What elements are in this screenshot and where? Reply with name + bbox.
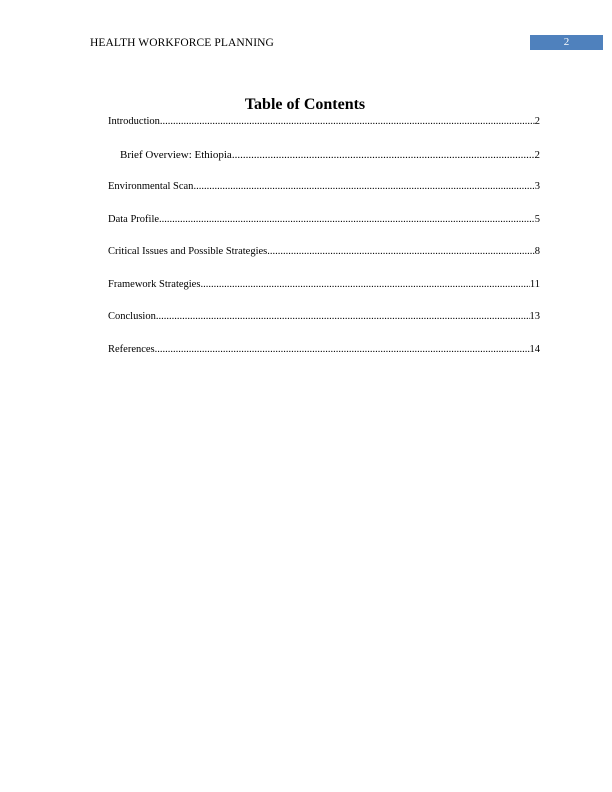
toc-entry-label: Environmental Scan bbox=[108, 181, 194, 192]
toc-leader bbox=[267, 246, 535, 257]
toc-entry-introduction[interactable] bbox=[108, 116, 540, 149]
toc-entry-framework-strategies[interactable] bbox=[108, 279, 540, 312]
toc-leader bbox=[156, 311, 530, 322]
toc-title-text: Table of Contents bbox=[244, 96, 366, 113]
toc-entry-label: Critical Issues and Possible Strategies bbox=[108, 246, 268, 257]
toc-entry-page: 11 bbox=[529, 278, 540, 290]
toc-entry-page: 8 bbox=[534, 246, 540, 257]
toc-entry-data-profile[interactable] bbox=[108, 214, 540, 247]
toc-entry-conclusion[interactable] bbox=[108, 311, 540, 344]
toc-entry-references[interactable] bbox=[108, 344, 540, 377]
toc-entry-page: 2 bbox=[534, 116, 540, 127]
toc-leader bbox=[232, 149, 535, 161]
toc-entry-page: 13 bbox=[529, 311, 540, 322]
toc-entry-page: 5 bbox=[534, 213, 540, 225]
toc-entry-label: Brief Overview: Ethiopia bbox=[120, 148, 232, 161]
toc-entry-brief-overview-ethiopia[interactable] bbox=[108, 149, 540, 182]
toc-entry-page: 3 bbox=[534, 181, 540, 192]
toc-entry-page: 14 bbox=[529, 343, 540, 355]
toc-entry-critical-issues[interactable] bbox=[108, 246, 540, 279]
toc-leader bbox=[155, 344, 530, 355]
toc-leader bbox=[193, 181, 534, 192]
running-head: HEALTH WORKFORCE PLANNING bbox=[90, 37, 274, 49]
toc-title bbox=[0, 96, 612, 114]
toc-entry-label: References bbox=[108, 343, 155, 355]
toc-entry-label: Conclusion bbox=[108, 311, 156, 322]
toc-entry-label: Framework Strategies bbox=[108, 278, 201, 290]
toc-leader bbox=[160, 116, 535, 127]
toc-entry-label: Data Profile bbox=[108, 213, 160, 225]
toc-entry-page: 2 bbox=[534, 148, 540, 161]
toc-entry-environmental-scan[interactable] bbox=[108, 181, 540, 214]
toc-leader bbox=[159, 214, 535, 225]
toc-list bbox=[108, 116, 540, 376]
page-number-badge: 2 bbox=[530, 35, 603, 50]
toc-leader bbox=[200, 279, 529, 290]
toc-entry-label: Introduction bbox=[108, 116, 160, 127]
